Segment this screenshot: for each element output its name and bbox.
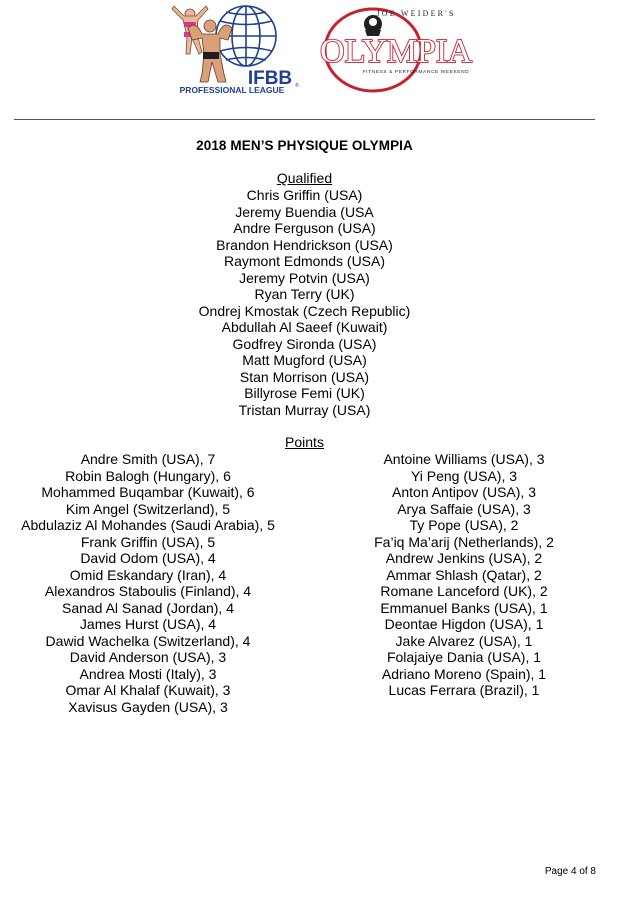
points-list-left	[0, 451, 296, 715]
olympia-main-text: OLYMPIA	[320, 33, 473, 70]
ifbb-logo-mark: ®	[295, 83, 299, 89]
qualified-athlete: Stan Morrison (USA)	[239, 368, 370, 385]
points-athlete: David Odom (USA), 4	[80, 550, 216, 566]
points-athlete: Robin Balogh (Hungary), 6	[65, 467, 231, 484]
qualified-athlete: Billyrose Femi (UK)	[244, 385, 365, 401]
points-athlete: Andre Smith (USA), 7	[80, 451, 216, 467]
olympia-top-text: JOE WEIDER'S	[376, 9, 456, 18]
points-athlete: Frank Griffin (USA), 5	[80, 533, 216, 550]
qualified-athlete: Ondrej Kmostak (Czech Republic)	[198, 302, 411, 319]
male-figure-icon	[188, 20, 232, 82]
points-athlete: Ty Pope (USA), 2	[409, 517, 519, 533]
points-athlete: Abdulaziz Al Mohandes (Saudi Arabia), 5	[21, 517, 275, 533]
points-athlete: Xavisus Gayden (USA), 3	[68, 698, 228, 715]
points-athlete: Lucas Ferrara (Brazil), 1	[388, 682, 540, 698]
points-athlete: Romane Lanceford (UK), 2	[380, 583, 548, 599]
points-athlete: Mohammed Buqambar (Kuwait), 6	[41, 484, 255, 500]
page-title: 2018 MEN’S PHYSIQUE OLYMPIA	[196, 138, 413, 153]
points-athlete: Andrea Mosti (Italy), 3	[79, 665, 217, 682]
qualified-athlete: Jeremy Buendia (USA	[235, 203, 374, 220]
qualified-athlete: Andre Ferguson (USA)	[233, 220, 376, 236]
points-athlete: Anton Antipov (USA), 3	[392, 484, 536, 500]
page-number: Page 4 of 8	[544, 866, 596, 877]
points-athlete: Folajaiye Dania (USA), 1	[386, 649, 542, 665]
ifbb-logo-subtext: PROFESSIONAL LEAGUE	[179, 85, 285, 95]
qualified-list	[0, 187, 609, 418]
points-athlete: Antoine Williams (USA), 3	[383, 451, 545, 467]
points-athlete: Deontae Higdon (USA), 1	[384, 616, 544, 632]
points-athlete: Andrew Jenkins (USA), 2	[385, 550, 543, 566]
points-athlete: Omid Eskandary (Iran), 4	[69, 566, 227, 583]
points-athlete: Alexandros Staboulis (Finland), 4	[44, 583, 252, 599]
points-athlete: Fa’iq Ma’arij (Netherlands), 2	[374, 533, 554, 550]
points-athlete: Kim Angel (Switzerland), 5	[65, 500, 231, 517]
points-heading: Points	[285, 434, 324, 450]
ifbb-logo	[166, 2, 298, 94]
olympia-sub-text: FITNESS & PERFORMANCE WEEKEND	[362, 70, 470, 75]
points-athlete: Dawid Wachelka (Switzerland), 4	[45, 632, 251, 649]
points-athlete: Adriano Moreno (Spain), 1	[381, 665, 547, 682]
qualified-athlete: Jeremy Potvin (USA)	[239, 269, 370, 286]
points-list-right	[318, 451, 610, 699]
points-athlete: Omar Al Khalaf (Kuwait), 3	[65, 682, 231, 698]
header-logos	[0, 0, 631, 112]
qualified-athlete: Matt Mugford (USA)	[242, 352, 367, 368]
qualified-heading: Qualified	[276, 170, 333, 186]
qualified-athlete: Raymont Edmonds (USA)	[223, 253, 386, 269]
points-athlete: Yi Peng (USA), 3	[410, 467, 518, 484]
qualified-athlete: Abdullah Al Saeef (Kuwait)	[221, 319, 388, 335]
points-athlete: James Hurst (USA), 4	[79, 616, 217, 632]
points-athlete: Sanad Al Sanad (Jordan), 4	[61, 599, 234, 616]
points-athlete: Jake Alvarez (USA), 1	[395, 632, 533, 649]
qualified-athlete: Godfrey Sironda (USA)	[232, 335, 377, 352]
points-athlete: David Anderson (USA), 3	[69, 649, 227, 665]
points-athlete: Arya Saffaie (USA), 3	[397, 500, 531, 517]
header-divider	[14, 119, 595, 120]
qualified-athlete: Ryan Terry (UK)	[254, 286, 355, 302]
olympia-logo	[316, 4, 474, 92]
qualified-athlete: Tristan Murray (USA)	[238, 401, 371, 418]
points-athlete: Emmanuel Banks (USA), 1	[380, 599, 548, 616]
points-athlete: Ammar Shlash (Qatar), 2	[386, 566, 542, 583]
qualified-athlete: Chris Griffin (USA)	[246, 187, 363, 203]
ifbb-logo-text: IFBB	[247, 68, 293, 89]
qualified-athlete: Brandon Hendrickson (USA)	[216, 236, 393, 253]
